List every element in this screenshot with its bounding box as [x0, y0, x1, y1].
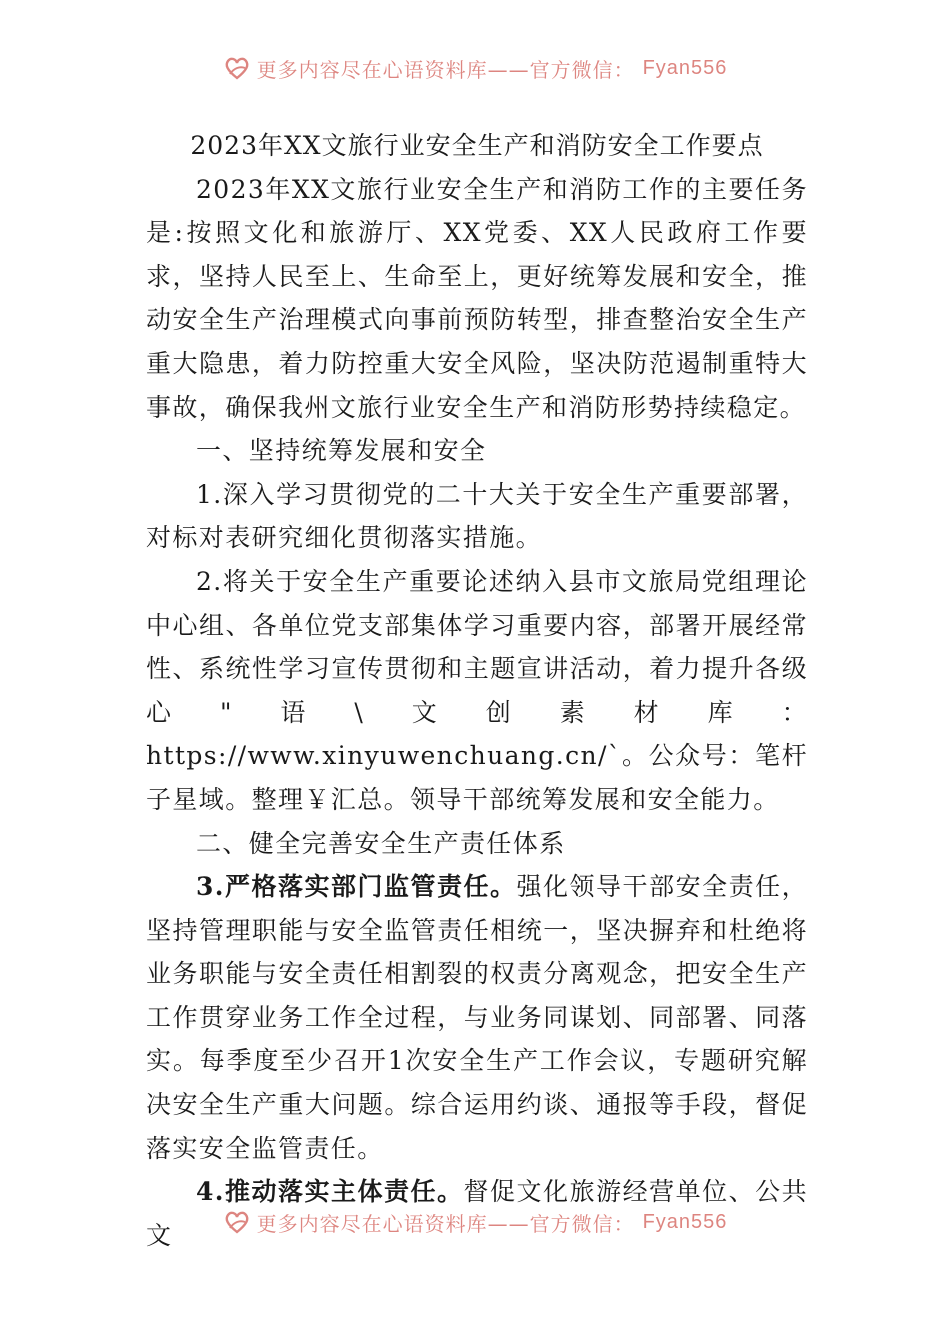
watermark-text: 更多内容尽在心语资料库——官方微信： — [256, 57, 635, 82]
watermark-wechat-id: Fyan556 — [642, 56, 728, 79]
item-3-paragraph — [146, 865, 808, 1170]
heart-logo-icon — [223, 54, 251, 82]
watermark-text: 更多内容尽在心语资料库——官方微信： — [256, 1211, 635, 1236]
document-body — [146, 124, 808, 1257]
item-4-body: 督促文化旅游经营单位、公共文 — [146, 1177, 809, 1250]
heart-logo-icon — [223, 1208, 251, 1236]
item-4-heading: 4.推动落实主体责任。 — [196, 1177, 464, 1207]
intro-paragraph: 2023年XX文旅行业安全生产和消防工作的主要任务是:按照文化和旅游厅、XX党委、XX人民政府工作要求，坚持人民至上、生命至上，更好统筹发展和安全，推动安全生产治理模式向事前预防转型，排查整治安全生产重大隐患，着力防控重大安全风险，坚决防范遏制重特大事故，确保我州文旅行业安全生产和消防形势持续稳定。 — [146, 174, 808, 422]
section-heading-1: 一、坚持统筹发展和安全 — [196, 436, 487, 466]
watermark-banner-top — [0, 48, 950, 88]
item-2-paragraph: 2.将关于安全生产重要论述纳入县市文旅局党组理论中心组、各单位党支部集体学习重要内容，部署开展经常性、系统性学习宣传贯彻和主题宣讲活动，着力提升各级心"语\文创素材库：https://www.xinyuwenchuang.cn/`。公众号：笔杆子星域。整理￥汇总。领导干部统筹发展和安全能力。 — [146, 566, 808, 814]
watermark-banner-bottom — [0, 1202, 950, 1242]
document-title: 2023年XX文旅行业安全生产和消防安全工作要点 — [190, 131, 764, 160]
item-1-paragraph: 1.深入学习贯彻党的二十大关于安全生产重要部署，对标对表研究细化贯彻落实措施。 — [146, 479, 808, 553]
item-3-heading: 3.严格落实部门监管责任。 — [196, 872, 517, 902]
item-3-body: 强化领导干部安全责任，坚持管理职能与安全监管责任相统一，坚决摒弃和杜绝将业务职能与安全责任相割裂的权责分离观念，把安全生产工作贯穿业务工作全过程，与业务同谋划、同部署、同落实。每季度至少召开1次安全生产工作会议，专题研究解决安全生产重大问题。综合运用约谈、通报等手段，督促落实安全监管责任。 — [146, 872, 808, 1163]
watermark-wechat-id: Fyan556 — [642, 1210, 728, 1233]
section-heading-2: 二、健全完善安全生产责任体系 — [196, 828, 566, 858]
